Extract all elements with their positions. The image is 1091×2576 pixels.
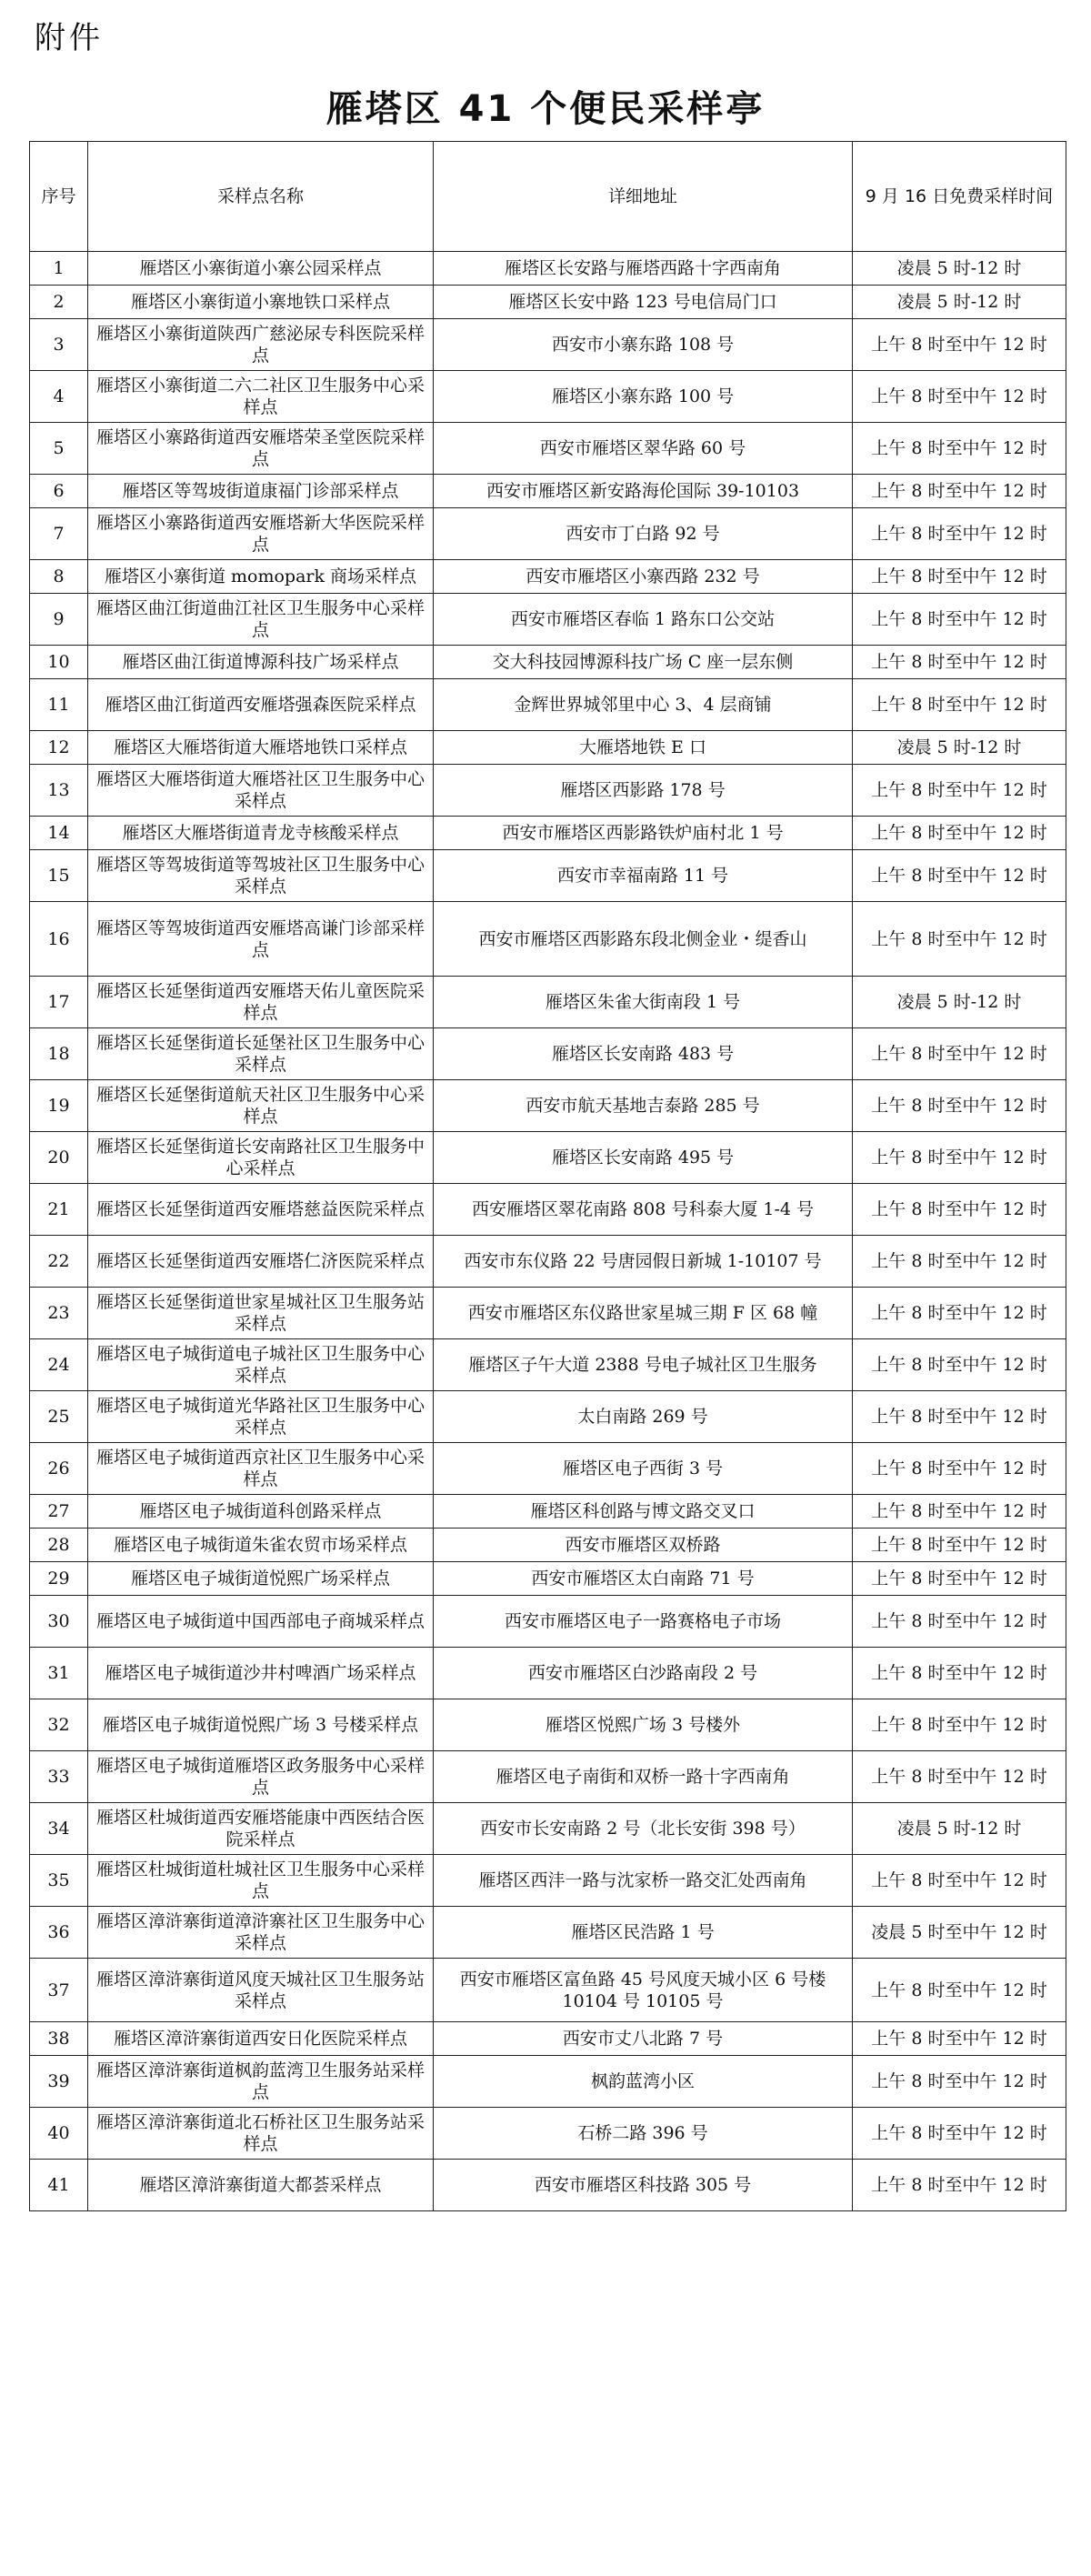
cell-time: 上午 8 时至中午 12 时 bbox=[853, 1028, 1066, 1080]
cell-name: 雁塔区杜城街道西安雁塔能康中西医结合医院采样点 bbox=[88, 1803, 434, 1855]
cell-no: 3 bbox=[30, 319, 88, 371]
cell-name: 雁塔区大雁塔街道大雁塔地铁口采样点 bbox=[88, 731, 434, 765]
table-row bbox=[30, 1529, 1066, 1562]
cell-time: 凌晨 5 时-12 时 bbox=[853, 731, 1066, 765]
cell-name: 雁塔区电子城街道电子城社区卫生服务中心采样点 bbox=[88, 1339, 434, 1391]
cell-name: 雁塔区电子城街道朱雀农贸市场采样点 bbox=[88, 1529, 434, 1562]
table-row bbox=[30, 560, 1066, 594]
cell-no: 40 bbox=[30, 2108, 88, 2160]
cell-name: 雁塔区小寨路街道西安雁塔荣圣堂医院采样点 bbox=[88, 423, 434, 475]
cell-no: 4 bbox=[30, 371, 88, 423]
cell-name: 雁塔区电子城街道科创路采样点 bbox=[88, 1495, 434, 1529]
table-row bbox=[30, 1132, 1066, 1184]
table-row bbox=[30, 1959, 1066, 2022]
cell-name: 雁塔区长延堡街道西安雁塔慈益医院采样点 bbox=[88, 1184, 434, 1236]
cell-time: 上午 8 时至中午 12 时 bbox=[853, 1339, 1066, 1391]
cell-time: 上午 8 时至中午 12 时 bbox=[853, 902, 1066, 977]
table-row bbox=[30, 1751, 1066, 1803]
cell-no: 27 bbox=[30, 1495, 88, 1529]
table-row bbox=[30, 977, 1066, 1028]
cell-time: 上午 8 时至中午 12 时 bbox=[853, 1648, 1066, 1699]
cell-address: 西安市雁塔区新安路海伦国际 39-10103 bbox=[434, 475, 853, 508]
cell-no: 24 bbox=[30, 1339, 88, 1391]
table-row bbox=[30, 1907, 1066, 1959]
cell-address: 大雁塔地铁 E 口 bbox=[434, 731, 853, 765]
cell-address: 金辉世界城邻里中心 3、4 层商铺 bbox=[434, 679, 853, 731]
table-header-row bbox=[30, 142, 1066, 252]
cell-no: 39 bbox=[30, 2056, 88, 2108]
cell-name: 雁塔区小寨路街道西安雁塔新大华医院采样点 bbox=[88, 508, 434, 560]
cell-time: 上午 8 时至中午 12 时 bbox=[853, 2056, 1066, 2108]
table-row bbox=[30, 1495, 1066, 1529]
cell-no: 19 bbox=[30, 1080, 88, 1132]
cell-address: 雁塔区西沣一路与沈家桥一路交汇处西南角 bbox=[434, 1855, 853, 1907]
table-row bbox=[30, 475, 1066, 508]
cell-address: 西安市雁塔区春临 1 路东口公交站 bbox=[434, 594, 853, 646]
table-row bbox=[30, 1236, 1066, 1288]
table-row bbox=[30, 1803, 1066, 1855]
table-row bbox=[30, 594, 1066, 646]
cell-address: 西安市雁塔区西影路铁炉庙村北 1 号 bbox=[434, 817, 853, 850]
cell-time: 上午 8 时至中午 12 时 bbox=[853, 646, 1066, 679]
cell-no: 25 bbox=[30, 1391, 88, 1443]
cell-no: 35 bbox=[30, 1855, 88, 1907]
cell-time: 上午 8 时至中午 12 时 bbox=[853, 1751, 1066, 1803]
table-row bbox=[30, 2108, 1066, 2160]
cell-name: 雁塔区电子城街道悦熙广场 3 号楼采样点 bbox=[88, 1699, 434, 1751]
cell-name: 雁塔区长延堡街道西安雁塔天佑儿童医院采样点 bbox=[88, 977, 434, 1028]
cell-no: 9 bbox=[30, 594, 88, 646]
cell-time: 凌晨 5 时-12 时 bbox=[853, 286, 1066, 319]
cell-address: 雁塔区电子南街和双桥一路十字西南角 bbox=[434, 1751, 853, 1803]
cell-time: 上午 8 时至中午 12 时 bbox=[853, 1184, 1066, 1236]
table-row bbox=[30, 679, 1066, 731]
cell-time: 上午 8 时至中午 12 时 bbox=[853, 319, 1066, 371]
cell-name: 雁塔区曲江街道曲江社区卫生服务中心采样点 bbox=[88, 594, 434, 646]
cell-time: 上午 8 时至中午 12 时 bbox=[853, 1959, 1066, 2022]
cell-no: 15 bbox=[30, 850, 88, 902]
cell-time: 上午 8 时至中午 12 时 bbox=[853, 817, 1066, 850]
cell-no: 28 bbox=[30, 1529, 88, 1562]
cell-no: 23 bbox=[30, 1288, 88, 1339]
cell-no: 33 bbox=[30, 1751, 88, 1803]
cell-name: 雁塔区电子城街道中国西部电子商城采样点 bbox=[88, 1596, 434, 1648]
cell-time: 上午 8 时至中午 12 时 bbox=[853, 594, 1066, 646]
cell-no: 14 bbox=[30, 817, 88, 850]
table-row bbox=[30, 1391, 1066, 1443]
cell-no: 6 bbox=[30, 475, 88, 508]
attachment-label: 附件 bbox=[35, 20, 104, 56]
cell-name: 雁塔区长延堡街道长安南路社区卫生服务中心采样点 bbox=[88, 1132, 434, 1184]
table-row bbox=[30, 1080, 1066, 1132]
cell-address: 西安市雁塔区西影路东段北侧金业・缇香山 bbox=[434, 902, 853, 977]
cell-no: 36 bbox=[30, 1907, 88, 1959]
cell-address: 西安市丈八北路 7 号 bbox=[434, 2022, 853, 2056]
cell-name: 雁塔区漳浒寨街道大都荟采样点 bbox=[88, 2160, 434, 2211]
cell-time: 上午 8 时至中午 12 时 bbox=[853, 679, 1066, 731]
cell-no: 13 bbox=[30, 765, 88, 817]
cell-address: 雁塔区科创路与博文路交叉口 bbox=[434, 1495, 853, 1529]
table-row bbox=[30, 1648, 1066, 1699]
cell-time: 上午 8 时至中午 12 时 bbox=[853, 1855, 1066, 1907]
cell-address: 西安市丁白路 92 号 bbox=[434, 508, 853, 560]
table-row bbox=[30, 1855, 1066, 1907]
cell-name: 雁塔区漳浒寨街道枫韵蓝湾卫生服务站采样点 bbox=[88, 2056, 434, 2108]
cell-name: 雁塔区漳浒寨街道漳浒寨社区卫生服务中心采样点 bbox=[88, 1907, 434, 1959]
cell-time: 上午 8 时至中午 12 时 bbox=[853, 1443, 1066, 1495]
cell-no: 12 bbox=[30, 731, 88, 765]
cell-name: 雁塔区漳浒寨街道北石桥社区卫生服务站采样点 bbox=[88, 2108, 434, 2160]
table-row bbox=[30, 423, 1066, 475]
cell-address: 雁塔区长安南路 495 号 bbox=[434, 1132, 853, 1184]
cell-no: 5 bbox=[30, 423, 88, 475]
cell-no: 21 bbox=[30, 1184, 88, 1236]
cell-address: 西安市雁塔区太白南路 71 号 bbox=[434, 1562, 853, 1596]
table-row bbox=[30, 731, 1066, 765]
cell-name: 雁塔区长延堡街道世家星城社区卫生服务站采样点 bbox=[88, 1288, 434, 1339]
table-row bbox=[30, 765, 1066, 817]
cell-no: 41 bbox=[30, 2160, 88, 2211]
cell-address: 雁塔区长安南路 483 号 bbox=[434, 1028, 853, 1080]
cell-time: 上午 8 时至中午 12 时 bbox=[853, 1132, 1066, 1184]
header-name: 采样点名称 bbox=[88, 142, 434, 252]
cell-time: 上午 8 时至中午 12 时 bbox=[853, 1391, 1066, 1443]
cell-address: 石桥二路 396 号 bbox=[434, 2108, 853, 2160]
cell-time: 上午 8 时至中午 12 时 bbox=[853, 2108, 1066, 2160]
cell-time: 凌晨 5 时-12 时 bbox=[853, 252, 1066, 286]
cell-name: 雁塔区杜城街道杜城社区卫生服务中心采样点 bbox=[88, 1855, 434, 1907]
cell-name: 雁塔区漳浒寨街道西安日化医院采样点 bbox=[88, 2022, 434, 2056]
cell-no: 38 bbox=[30, 2022, 88, 2056]
cell-address: 西安雁塔区翠花南路 808 号科泰大厦 1-4 号 bbox=[434, 1184, 853, 1236]
cell-name: 雁塔区漳浒寨街道风度天城社区卫生服务站采样点 bbox=[88, 1959, 434, 2022]
cell-address: 西安市雁塔区双桥路 bbox=[434, 1529, 853, 1562]
cell-name: 雁塔区小寨街道 momopark 商场采样点 bbox=[88, 560, 434, 594]
cell-name: 雁塔区长延堡街道长延堡社区卫生服务中心采样点 bbox=[88, 1028, 434, 1080]
cell-time: 上午 8 时至中午 12 时 bbox=[853, 508, 1066, 560]
table-row bbox=[30, 2160, 1066, 2211]
table-row bbox=[30, 1339, 1066, 1391]
cell-name: 雁塔区长延堡街道航天社区卫生服务中心采样点 bbox=[88, 1080, 434, 1132]
cell-address: 西安市雁塔区小寨西路 232 号 bbox=[434, 560, 853, 594]
cell-address: 西安市长安南路 2 号（北长安街 398 号） bbox=[434, 1803, 853, 1855]
cell-time: 上午 8 时至中午 12 时 bbox=[853, 850, 1066, 902]
cell-address: 雁塔区民浩路 1 号 bbox=[434, 1907, 853, 1959]
cell-no: 18 bbox=[30, 1028, 88, 1080]
cell-name: 雁塔区小寨街道陕西广慈泌尿专科医院采样点 bbox=[88, 319, 434, 371]
cell-time: 上午 8 时至中午 12 时 bbox=[853, 423, 1066, 475]
cell-time: 上午 8 时至中午 12 时 bbox=[853, 765, 1066, 817]
cell-name: 雁塔区电子城街道西京社区卫生服务中心采样点 bbox=[88, 1443, 434, 1495]
cell-time: 上午 8 时至中午 12 时 bbox=[853, 1288, 1066, 1339]
cell-address: 雁塔区长安中路 123 号电信局门口 bbox=[434, 286, 853, 319]
cell-address: 西安市雁塔区翠华路 60 号 bbox=[434, 423, 853, 475]
cell-name: 雁塔区等驾坡街道等驾坡社区卫生服务中心采样点 bbox=[88, 850, 434, 902]
cell-no: 31 bbox=[30, 1648, 88, 1699]
cell-name: 雁塔区大雁塔街道大雁塔社区卫生服务中心采样点 bbox=[88, 765, 434, 817]
cell-time: 凌晨 5 时-12 时 bbox=[853, 1803, 1066, 1855]
cell-no: 10 bbox=[30, 646, 88, 679]
cell-no: 26 bbox=[30, 1443, 88, 1495]
cell-time: 上午 8 时至中午 12 时 bbox=[853, 1596, 1066, 1648]
table-row bbox=[30, 2056, 1066, 2108]
cell-address: 西安市小寨东路 108 号 bbox=[434, 319, 853, 371]
cell-address: 西安市雁塔区科技路 305 号 bbox=[434, 2160, 853, 2211]
cell-time: 上午 8 时至中午 12 时 bbox=[853, 371, 1066, 423]
cell-name: 雁塔区曲江街道西安雁塔强森医院采样点 bbox=[88, 679, 434, 731]
cell-name: 雁塔区等驾坡街道西安雁塔高谦门诊部采样点 bbox=[88, 902, 434, 977]
cell-time: 上午 8 时至中午 12 时 bbox=[853, 1236, 1066, 1288]
header-no: 序号 bbox=[30, 142, 88, 252]
cell-address: 雁塔区长安路与雁塔西路十字西南角 bbox=[434, 252, 853, 286]
header-address: 详细地址 bbox=[434, 142, 853, 252]
cell-time: 上午 8 时至中午 12 时 bbox=[853, 560, 1066, 594]
cell-name: 雁塔区电子城街道雁塔区政务服务中心采样点 bbox=[88, 1751, 434, 1803]
table-row bbox=[30, 902, 1066, 977]
cell-no: 16 bbox=[30, 902, 88, 977]
cell-address: 雁塔区小寨东路 100 号 bbox=[434, 371, 853, 423]
cell-no: 8 bbox=[30, 560, 88, 594]
table-row bbox=[30, 319, 1066, 371]
cell-no: 1 bbox=[30, 252, 88, 286]
cell-no: 7 bbox=[30, 508, 88, 560]
cell-name: 雁塔区电子城街道悦熙广场采样点 bbox=[88, 1562, 434, 1596]
cell-no: 22 bbox=[30, 1236, 88, 1288]
cell-time: 上午 8 时至中午 12 时 bbox=[853, 1699, 1066, 1751]
cell-address: 太白南路 269 号 bbox=[434, 1391, 853, 1443]
table-row bbox=[30, 1443, 1066, 1495]
cell-time: 凌晨 5 时-12 时 bbox=[853, 977, 1066, 1028]
table-row bbox=[30, 371, 1066, 423]
cell-address: 雁塔区西影路 178 号 bbox=[434, 765, 853, 817]
cell-time: 上午 8 时至中午 12 时 bbox=[853, 2160, 1066, 2211]
cell-address: 西安市雁塔区东仪路世家星城三期 F 区 68 幢 bbox=[434, 1288, 853, 1339]
cell-name: 雁塔区小寨街道二六二社区卫生服务中心采样点 bbox=[88, 371, 434, 423]
table-row bbox=[30, 850, 1066, 902]
cell-name: 雁塔区等驾坡街道康福门诊部采样点 bbox=[88, 475, 434, 508]
table-body bbox=[30, 252, 1066, 2211]
cell-time: 上午 8 时至中午 12 时 bbox=[853, 2022, 1066, 2056]
table-row bbox=[30, 2022, 1066, 2056]
cell-name: 雁塔区电子城街道沙井村啤酒广场采样点 bbox=[88, 1648, 434, 1699]
sampling-points-table bbox=[29, 141, 1066, 2211]
header-time: 9 月 16 日免费采样时间 bbox=[853, 142, 1066, 252]
cell-no: 20 bbox=[30, 1132, 88, 1184]
table-row bbox=[30, 646, 1066, 679]
cell-time: 凌晨 5 时至中午 12 时 bbox=[853, 1907, 1066, 1959]
cell-name: 雁塔区小寨街道小寨公园采样点 bbox=[88, 252, 434, 286]
page-title: 雁塔区 41 个便民采样亭 bbox=[325, 88, 766, 130]
cell-address: 西安市雁塔区电子一路赛格电子市场 bbox=[434, 1596, 853, 1648]
cell-address: 雁塔区悦熙广场 3 号楼外 bbox=[434, 1699, 853, 1751]
cell-no: 34 bbox=[30, 1803, 88, 1855]
cell-no: 11 bbox=[30, 679, 88, 731]
table-row bbox=[30, 1596, 1066, 1648]
table-row bbox=[30, 1184, 1066, 1236]
table-row bbox=[30, 817, 1066, 850]
cell-no: 29 bbox=[30, 1562, 88, 1596]
table-row bbox=[30, 1028, 1066, 1080]
cell-time: 上午 8 时至中午 12 时 bbox=[853, 1529, 1066, 1562]
table-row bbox=[30, 1699, 1066, 1751]
cell-no: 17 bbox=[30, 977, 88, 1028]
cell-time: 上午 8 时至中午 12 时 bbox=[853, 1495, 1066, 1529]
cell-no: 2 bbox=[30, 286, 88, 319]
table-row bbox=[30, 508, 1066, 560]
table-row bbox=[30, 252, 1066, 286]
cell-address: 雁塔区子午大道 2388 号电子城社区卫生服务 bbox=[434, 1339, 853, 1391]
cell-time: 上午 8 时至中午 12 时 bbox=[853, 475, 1066, 508]
cell-name: 雁塔区电子城街道光华路社区卫生服务中心采样点 bbox=[88, 1391, 434, 1443]
cell-address: 西安市雁塔区白沙路南段 2 号 bbox=[434, 1648, 853, 1699]
cell-address: 西安市雁塔区富鱼路 45 号风度天城小区 6 号楼 10104 号 10105 号 bbox=[434, 1959, 853, 2022]
cell-address: 交大科技园博源科技广场 C 座一层东侧 bbox=[434, 646, 853, 679]
cell-name: 雁塔区小寨街道小寨地铁口采样点 bbox=[88, 286, 434, 319]
cell-address: 西安市幸福南路 11 号 bbox=[434, 850, 853, 902]
cell-name: 雁塔区大雁塔街道青龙寺核酸采样点 bbox=[88, 817, 434, 850]
cell-no: 32 bbox=[30, 1699, 88, 1751]
cell-name: 雁塔区长延堡街道西安雁塔仁济医院采样点 bbox=[88, 1236, 434, 1288]
cell-address: 雁塔区电子西街 3 号 bbox=[434, 1443, 853, 1495]
table-row bbox=[30, 1562, 1066, 1596]
cell-no: 30 bbox=[30, 1596, 88, 1648]
cell-time: 上午 8 时至中午 12 时 bbox=[853, 1080, 1066, 1132]
cell-address: 西安市航天基地吉泰路 285 号 bbox=[434, 1080, 853, 1132]
table-row bbox=[30, 286, 1066, 319]
cell-name: 雁塔区曲江街道博源科技广场采样点 bbox=[88, 646, 434, 679]
cell-no: 37 bbox=[30, 1959, 88, 2022]
cell-address: 雁塔区朱雀大街南段 1 号 bbox=[434, 977, 853, 1028]
table-row bbox=[30, 1288, 1066, 1339]
cell-address: 枫韵蓝湾小区 bbox=[434, 2056, 853, 2108]
cell-time: 上午 8 时至中午 12 时 bbox=[853, 1562, 1066, 1596]
cell-address: 西安市东仪路 22 号唐园假日新城 1-10107 号 bbox=[434, 1236, 853, 1288]
